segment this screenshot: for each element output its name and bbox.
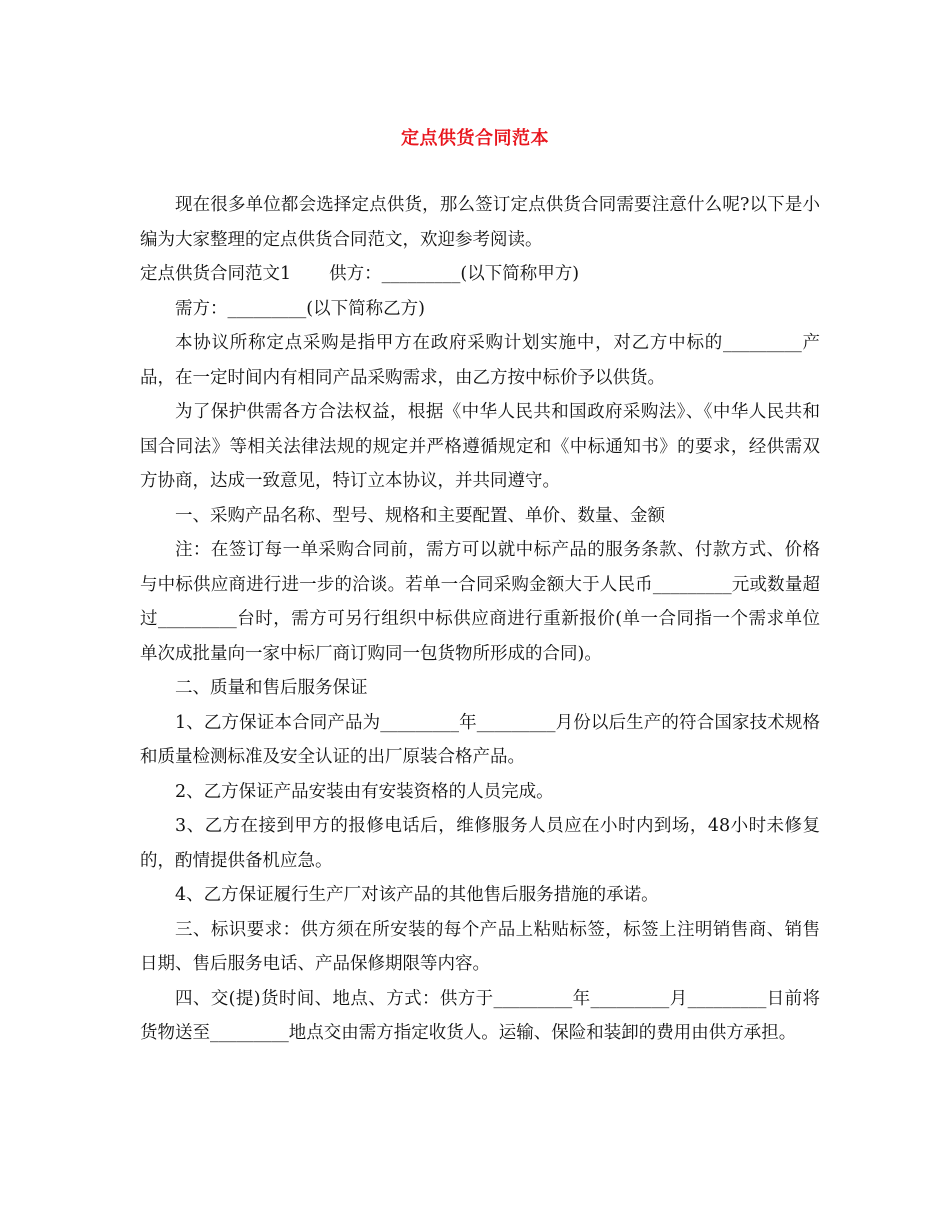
sample-heading: 定点供货合同范文1 [140, 264, 292, 284]
document-body [140, 188, 820, 1051]
clause-1: 1、乙方保证本合同产品为_________年_________月份以后生产的符合国家技术规格和质量检测标准及安全认证的出厂原装合格产品。 [140, 712, 820, 767]
buyer-line: 需方：_________(以下简称乙方) [175, 298, 425, 319]
clause-4: 4、乙方保证履行生产厂对该产品的其他售后服务措施的承诺。 [175, 885, 659, 905]
clause-2: 2、乙方保证产品安装由有安装资格的人员完成。 [175, 781, 554, 802]
document-title: 定点供货合同范本 [401, 128, 549, 149]
sample-heading-line [140, 257, 820, 292]
note-paragraph: 注：在签订每一单采购合同前，需方可以就中标产品的服务条款、付款方式、价格与中标供应商进行进一步的洽谈。若单一合同采购金额大于人民币_________元或数量超过_________台时，需方可另行组织中标供应商进行重新报价(单一合同指一个需求单位单次成批量向一家中标厂商订购同一包货物所形成的合同)。 [140, 540, 820, 664]
section-heading-2: 二、质量和售后服务保证 [175, 678, 368, 698]
section-heading-1: 一、采购产品名称、型号、规格和主要配置、单价、数量、金额 [175, 505, 665, 526]
definition-paragraph: 本协议所称定点采购是指甲方在政府采购计划实施中，对乙方中标的_________产品，在一定时间内有相同产品采购需求，由乙方按中标价予以供货。 [140, 333, 820, 388]
supplier-line: 供方：_________(以下简称甲方) [329, 264, 580, 284]
purpose-paragraph: 为了保护供需各方合法权益，根据《中华人民共和国政府采购法》、《中华人民共和国合同法》等相关法律法规的规定并严格遵循规定和《中标通知书》的要求，经供需双方协商，达成一致意见，特订立本协议，并共同遵守。 [140, 402, 820, 491]
section-heading-3: 三、标识要求：供方须在所安装的每个产品上粘贴标签，标签上注明销售商、销售日期、售后服务电话、产品保修期限等内容。 [140, 919, 820, 974]
section-heading-4: 四、交(提)货时间、地点、方式：供方于_________年_________月_________日前将货物送至_________地点交由需方指定收货人。运输、保险和装卸的费用由供方承担。 [140, 988, 820, 1043]
clause-3: 3、乙方在接到甲方的报修电话后，维修服务人员应在小时内到场，48小时未修复的，酌情提供备机应急。 [140, 816, 820, 871]
intro-paragraph: 现在很多单位都会选择定点供货，那么签订定点供货合同需要注意什么呢?以下是小编为大家整理的定点供货合同范文，欢迎参考阅读。 [140, 195, 820, 250]
